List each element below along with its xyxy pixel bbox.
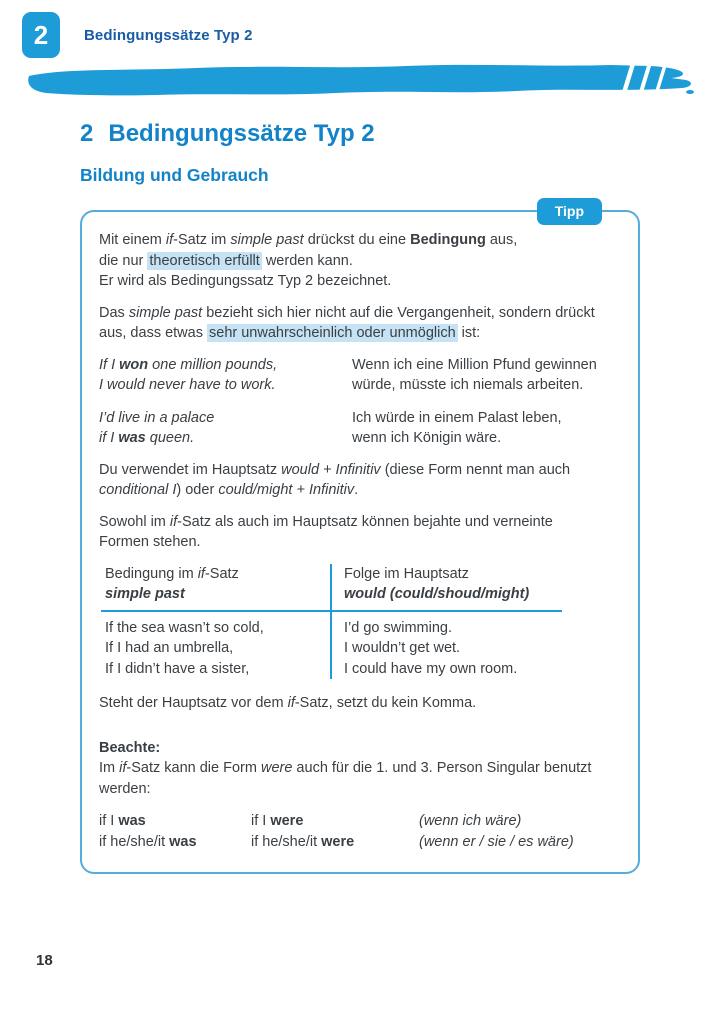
beachte-paragraph: Im if-Satz kann die Form were auch für die 1. und 3. Person Singular benutzt werden: (99, 760, 592, 797)
example-english-2: I’d live in a palace if I was queen. (99, 409, 215, 446)
table-body-if-clauses (101, 612, 330, 680)
intro-paragraph: Mit einem if-Satz im simple past drückst du eine Bedingung aus, die nur theoretisch erfüllt werden kann. Er wird als Bedingungssatz Typ 2 bezeichnet. (99, 232, 518, 289)
hauptsatz-paragraph: Du verwendet im Hauptsatz would + Infinitiv (diese Form nennt man auch conditional I) oder could/might + Infinitiv. (99, 461, 571, 498)
section-subtitle: Bildung und Gebrauch (80, 164, 269, 185)
page-number: 18 (36, 952, 53, 969)
tip-tab-label: Tipp (537, 198, 602, 225)
table-body-main-clauses (330, 612, 562, 680)
forms-column-were (251, 811, 419, 852)
table-header-main-clause: Folge im Hauptsatz (330, 564, 562, 585)
form-was-1: if I was (99, 813, 146, 829)
table-header-if-clause: Bedingung im if-Satz (105, 565, 239, 582)
table-row-if-1: If the sea wasn’t so cold, (105, 619, 264, 636)
formen-paragraph: Sowohl im if-Satz als auch im Hauptsatz können bejahte und verneinte Formen stehen. (99, 513, 553, 550)
form-were-2: if he/she/it were (251, 833, 355, 850)
conditional-table (101, 564, 562, 680)
table-subheader-simple-past: simple past (101, 584, 330, 612)
table-row-if-3: If I didn’t have a sister, (105, 660, 250, 677)
page-title-text: Bedingungssätze Typ 2 (108, 120, 375, 148)
chapter-title: Bedingungssätze Typ 2 (84, 26, 253, 44)
simple-past-paragraph: Das simple past bezieht sich hier nicht auf die Vergangenheit, sondern drückt aus, dass etwas sehr unwahrscheinlich oder unmöglich ist: (99, 304, 595, 341)
form-was-2: if he/she/it was (99, 833, 197, 850)
page-title-number: 2 (80, 120, 94, 148)
example-column-english (99, 355, 352, 449)
form-translation-2: (wenn er / sie / es wäre) (419, 833, 574, 850)
table-row-main-2: I wouldn’t get wet. (344, 640, 461, 656)
brush-stroke-icon (26, 58, 696, 102)
running-header (22, 12, 253, 58)
comma-note-paragraph: Steht der Hauptsatz vor dem if-Satz, setzt du kein Komma. (99, 695, 477, 711)
table-row-main-1: I’d go swimming. (344, 619, 452, 636)
forms-column-was (99, 811, 251, 852)
form-translation-1: (wenn ich wäre) (419, 813, 522, 829)
was-were-forms (99, 811, 621, 852)
example-german-2: Ich würde in einem Palast leben, wenn ich Königin wäre. (352, 409, 562, 446)
example-sentences (99, 355, 621, 449)
chapter-number-badge: 2 (22, 12, 60, 58)
page-title (80, 120, 375, 148)
example-english-1: If I won one million pounds, I would never have to work. (99, 356, 278, 393)
form-were-1: if I were (251, 813, 304, 829)
table-row-main-3: I could have my own room. (344, 660, 518, 677)
table-row-if-2: If I had an umbrella, (105, 640, 234, 656)
example-column-german (352, 355, 621, 449)
table-subheader-would: would (could/shoud/might) (330, 584, 562, 612)
tip-box (80, 203, 640, 874)
forms-column-translation (419, 811, 621, 852)
example-german-1: Wenn ich eine Million Pfund gewinnen würde, müsste ich niemals arbeiten. (352, 356, 597, 393)
beachte-heading: Beachte: (99, 739, 161, 756)
